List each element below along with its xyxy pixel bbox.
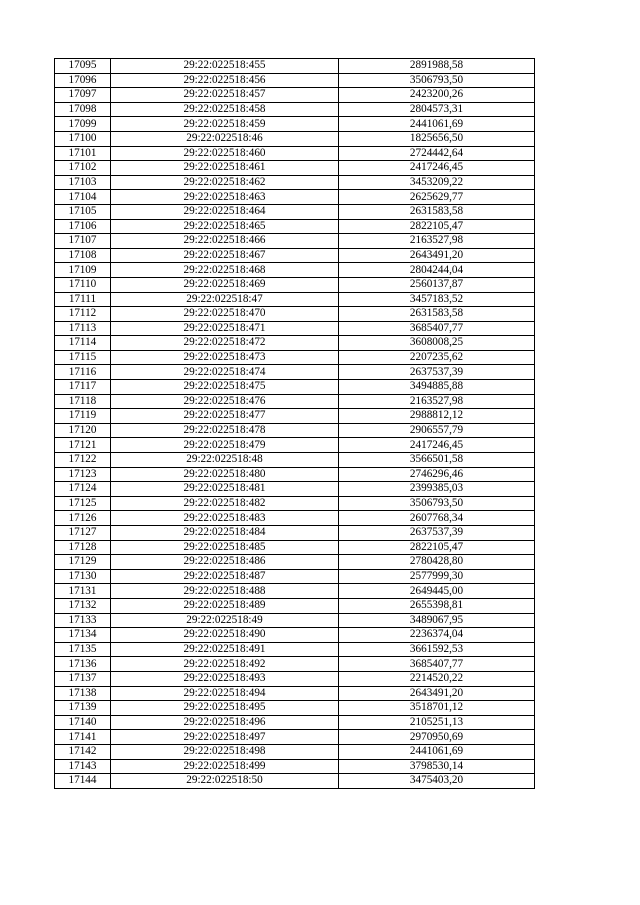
table-row bbox=[55, 482, 535, 497]
cadastral-value: 2417246,45 bbox=[339, 438, 535, 453]
row-number: 17122 bbox=[55, 453, 111, 468]
row-number: 17135 bbox=[55, 642, 111, 657]
cadastral-number: 29:22:022518:471 bbox=[111, 321, 339, 336]
row-number: 17141 bbox=[55, 730, 111, 745]
cadastral-number: 29:22:022518:486 bbox=[111, 555, 339, 570]
table-row bbox=[55, 657, 535, 672]
cadastral-value: 3457183,52 bbox=[339, 292, 535, 307]
table-row bbox=[55, 394, 535, 409]
table-row bbox=[55, 365, 535, 380]
row-number: 17106 bbox=[55, 219, 111, 234]
cadastral-number: 29:22:022518:464 bbox=[111, 204, 339, 219]
row-number: 17111 bbox=[55, 292, 111, 307]
table-row bbox=[55, 73, 535, 88]
cadastral-number: 29:22:022518:47 bbox=[111, 292, 339, 307]
cadastral-number: 29:22:022518:489 bbox=[111, 598, 339, 613]
cadastral-value: 2163527,98 bbox=[339, 394, 535, 409]
cadastral-value: 3489067,95 bbox=[339, 613, 535, 628]
row-number: 17108 bbox=[55, 248, 111, 263]
cadastral-value: 3661592,53 bbox=[339, 642, 535, 657]
cadastral-number: 29:22:022518:455 bbox=[111, 59, 339, 74]
cadastral-number: 29:22:022518:480 bbox=[111, 467, 339, 482]
cadastral-value: 3453209,22 bbox=[339, 175, 535, 190]
table-row bbox=[55, 730, 535, 745]
cadastral-value: 2423200,26 bbox=[339, 88, 535, 103]
table-row bbox=[55, 774, 535, 789]
cadastral-value: 2746296,46 bbox=[339, 467, 535, 482]
row-number: 17137 bbox=[55, 671, 111, 686]
table-row bbox=[55, 204, 535, 219]
cadastral-number: 29:22:022518:475 bbox=[111, 380, 339, 395]
row-number: 17140 bbox=[55, 715, 111, 730]
row-number: 17096 bbox=[55, 73, 111, 88]
row-number: 17103 bbox=[55, 175, 111, 190]
table-row bbox=[55, 511, 535, 526]
table-row bbox=[55, 248, 535, 263]
table-row bbox=[55, 540, 535, 555]
cadastral-value: 3685407,77 bbox=[339, 321, 535, 336]
table-row bbox=[55, 234, 535, 249]
table-row bbox=[55, 496, 535, 511]
row-number: 17132 bbox=[55, 598, 111, 613]
row-number: 17115 bbox=[55, 350, 111, 365]
cadastral-value: 3494885,88 bbox=[339, 380, 535, 395]
table-row bbox=[55, 131, 535, 146]
row-number: 17136 bbox=[55, 657, 111, 672]
cadastral-number: 29:22:022518:46 bbox=[111, 131, 339, 146]
table-row bbox=[55, 715, 535, 730]
cadastral-number: 29:22:022518:492 bbox=[111, 657, 339, 672]
row-number: 17099 bbox=[55, 117, 111, 132]
row-number: 17116 bbox=[55, 365, 111, 380]
cadastral-value: 2631583,58 bbox=[339, 307, 535, 322]
cadastral-number: 29:22:022518:481 bbox=[111, 482, 339, 497]
table-row bbox=[55, 613, 535, 628]
cadastral-number: 29:22:022518:479 bbox=[111, 438, 339, 453]
cadastral-number: 29:22:022518:465 bbox=[111, 219, 339, 234]
cadastral-value: 2804573,31 bbox=[339, 102, 535, 117]
row-number: 17128 bbox=[55, 540, 111, 555]
row-number: 17105 bbox=[55, 204, 111, 219]
cadastral-value: 2441061,69 bbox=[339, 744, 535, 759]
cadastral-value: 2822105,47 bbox=[339, 540, 535, 555]
cadastral-value: 3608008,25 bbox=[339, 336, 535, 351]
table-row bbox=[55, 307, 535, 322]
cadastral-number: 29:22:022518:460 bbox=[111, 146, 339, 161]
cadastral-value: 2649445,00 bbox=[339, 584, 535, 599]
cadastral-number: 29:22:022518:499 bbox=[111, 759, 339, 774]
table-row bbox=[55, 409, 535, 424]
cadastral-number: 29:22:022518:498 bbox=[111, 744, 339, 759]
cadastral-number: 29:22:022518:470 bbox=[111, 307, 339, 322]
cadastral-value: 2577999,30 bbox=[339, 569, 535, 584]
cadastral-number: 29:22:022518:482 bbox=[111, 496, 339, 511]
cadastral-number: 29:22:022518:472 bbox=[111, 336, 339, 351]
table-row bbox=[55, 175, 535, 190]
row-number: 17123 bbox=[55, 467, 111, 482]
row-number: 17144 bbox=[55, 774, 111, 789]
row-number: 17130 bbox=[55, 569, 111, 584]
row-number: 17121 bbox=[55, 438, 111, 453]
cadastral-number: 29:22:022518:469 bbox=[111, 277, 339, 292]
cadastral-number: 29:22:022518:488 bbox=[111, 584, 339, 599]
table-row bbox=[55, 569, 535, 584]
cadastral-number: 29:22:022518:467 bbox=[111, 248, 339, 263]
table-body bbox=[55, 59, 535, 789]
row-number: 17113 bbox=[55, 321, 111, 336]
cadastral-value: 2780428,80 bbox=[339, 555, 535, 570]
row-number: 17133 bbox=[55, 613, 111, 628]
row-number: 17102 bbox=[55, 161, 111, 176]
cadastral-number: 29:22:022518:50 bbox=[111, 774, 339, 789]
row-number: 17098 bbox=[55, 102, 111, 117]
table-row bbox=[55, 117, 535, 132]
row-number: 17125 bbox=[55, 496, 111, 511]
table-row bbox=[55, 701, 535, 716]
row-number: 17097 bbox=[55, 88, 111, 103]
table-row bbox=[55, 453, 535, 468]
cadastral-value-table bbox=[54, 58, 535, 789]
cadastral-value: 2822105,47 bbox=[339, 219, 535, 234]
cadastral-value: 2236374,04 bbox=[339, 628, 535, 643]
cadastral-value: 2891988,58 bbox=[339, 59, 535, 74]
cadastral-value: 2655398,81 bbox=[339, 598, 535, 613]
table-row bbox=[55, 584, 535, 599]
cadastral-number: 29:22:022518:463 bbox=[111, 190, 339, 205]
table-row bbox=[55, 642, 535, 657]
cadastral-value: 3506793,50 bbox=[339, 496, 535, 511]
cadastral-value: 3566501,58 bbox=[339, 453, 535, 468]
table-row bbox=[55, 219, 535, 234]
row-number: 17131 bbox=[55, 584, 111, 599]
cadastral-value: 2399385,03 bbox=[339, 482, 535, 497]
cadastral-number: 29:22:022518:490 bbox=[111, 628, 339, 643]
cadastral-value: 2105251,13 bbox=[339, 715, 535, 730]
table-row bbox=[55, 59, 535, 74]
row-number: 17126 bbox=[55, 511, 111, 526]
cadastral-value: 3506793,50 bbox=[339, 73, 535, 88]
cadastral-number: 29:22:022518:477 bbox=[111, 409, 339, 424]
cadastral-number: 29:22:022518:487 bbox=[111, 569, 339, 584]
cadastral-value: 2970950,69 bbox=[339, 730, 535, 745]
row-number: 17114 bbox=[55, 336, 111, 351]
table-row bbox=[55, 686, 535, 701]
row-number: 17104 bbox=[55, 190, 111, 205]
row-number: 17129 bbox=[55, 555, 111, 570]
cadastral-number: 29:22:022518:466 bbox=[111, 234, 339, 249]
cadastral-number: 29:22:022518:496 bbox=[111, 715, 339, 730]
table-row bbox=[55, 438, 535, 453]
cadastral-value: 2631583,58 bbox=[339, 204, 535, 219]
row-number: 17139 bbox=[55, 701, 111, 716]
cadastral-value: 2643491,20 bbox=[339, 686, 535, 701]
cadastral-number: 29:22:022518:458 bbox=[111, 102, 339, 117]
cadastral-value: 2637537,39 bbox=[339, 365, 535, 380]
cadastral-value: 2988812,12 bbox=[339, 409, 535, 424]
cadastral-number: 29:22:022518:485 bbox=[111, 540, 339, 555]
row-number: 17138 bbox=[55, 686, 111, 701]
cadastral-number: 29:22:022518:456 bbox=[111, 73, 339, 88]
table-row bbox=[55, 759, 535, 774]
cadastral-number: 29:22:022518:495 bbox=[111, 701, 339, 716]
cadastral-number: 29:22:022518:491 bbox=[111, 642, 339, 657]
cadastral-value: 3798530,14 bbox=[339, 759, 535, 774]
row-number: 17100 bbox=[55, 131, 111, 146]
table-row bbox=[55, 161, 535, 176]
cadastral-number: 29:22:022518:483 bbox=[111, 511, 339, 526]
row-number: 17134 bbox=[55, 628, 111, 643]
row-number: 17110 bbox=[55, 277, 111, 292]
cadastral-value: 2207235,62 bbox=[339, 350, 535, 365]
row-number: 17127 bbox=[55, 526, 111, 541]
cadastral-value: 2724442,64 bbox=[339, 146, 535, 161]
cadastral-value: 2643491,20 bbox=[339, 248, 535, 263]
cadastral-value: 2214520,22 bbox=[339, 671, 535, 686]
table-row bbox=[55, 336, 535, 351]
cadastral-number: 29:22:022518:459 bbox=[111, 117, 339, 132]
row-number: 17109 bbox=[55, 263, 111, 278]
cadastral-value: 2637537,39 bbox=[339, 526, 535, 541]
table-row bbox=[55, 277, 535, 292]
cadastral-value: 2625629,77 bbox=[339, 190, 535, 205]
cadastral-number: 29:22:022518:457 bbox=[111, 88, 339, 103]
cadastral-value: 2906557,79 bbox=[339, 423, 535, 438]
table-row bbox=[55, 88, 535, 103]
row-number: 17124 bbox=[55, 482, 111, 497]
cadastral-number: 29:22:022518:494 bbox=[111, 686, 339, 701]
table-row bbox=[55, 146, 535, 161]
cadastral-number: 29:22:022518:461 bbox=[111, 161, 339, 176]
cadastral-number: 29:22:022518:484 bbox=[111, 526, 339, 541]
cadastral-value: 2441061,69 bbox=[339, 117, 535, 132]
table-row bbox=[55, 598, 535, 613]
table-row bbox=[55, 292, 535, 307]
cadastral-number: 29:22:022518:462 bbox=[111, 175, 339, 190]
row-number: 17095 bbox=[55, 59, 111, 74]
cadastral-number: 29:22:022518:493 bbox=[111, 671, 339, 686]
table-row bbox=[55, 263, 535, 278]
row-number: 17117 bbox=[55, 380, 111, 395]
table-row bbox=[55, 744, 535, 759]
cadastral-value: 2804244,04 bbox=[339, 263, 535, 278]
cadastral-number: 29:22:022518:49 bbox=[111, 613, 339, 628]
cadastral-number: 29:22:022518:478 bbox=[111, 423, 339, 438]
cadastral-value: 2163527,98 bbox=[339, 234, 535, 249]
table-row bbox=[55, 423, 535, 438]
table-row bbox=[55, 102, 535, 117]
cadastral-value: 3518701,12 bbox=[339, 701, 535, 716]
cadastral-value: 3475403,20 bbox=[339, 774, 535, 789]
table-row bbox=[55, 671, 535, 686]
cadastral-value: 2607768,34 bbox=[339, 511, 535, 526]
cadastral-value: 3685407,77 bbox=[339, 657, 535, 672]
row-number: 17107 bbox=[55, 234, 111, 249]
table-row bbox=[55, 321, 535, 336]
cadastral-number: 29:22:022518:476 bbox=[111, 394, 339, 409]
table-row bbox=[55, 467, 535, 482]
table-row bbox=[55, 350, 535, 365]
table-row bbox=[55, 190, 535, 205]
row-number: 17119 bbox=[55, 409, 111, 424]
cadastral-value: 2560137,87 bbox=[339, 277, 535, 292]
table-row bbox=[55, 526, 535, 541]
row-number: 17112 bbox=[55, 307, 111, 322]
row-number: 17142 bbox=[55, 744, 111, 759]
cadastral-number: 29:22:022518:473 bbox=[111, 350, 339, 365]
cadastral-value: 1825656,50 bbox=[339, 131, 535, 146]
cadastral-number: 29:22:022518:474 bbox=[111, 365, 339, 380]
table-row bbox=[55, 380, 535, 395]
table-row bbox=[55, 555, 535, 570]
row-number: 17118 bbox=[55, 394, 111, 409]
row-number: 17101 bbox=[55, 146, 111, 161]
row-number: 17143 bbox=[55, 759, 111, 774]
cadastral-number: 29:22:022518:468 bbox=[111, 263, 339, 278]
row-number: 17120 bbox=[55, 423, 111, 438]
cadastral-number: 29:22:022518:48 bbox=[111, 453, 339, 468]
cadastral-number: 29:22:022518:497 bbox=[111, 730, 339, 745]
table-row bbox=[55, 628, 535, 643]
cadastral-value: 2417246,45 bbox=[339, 161, 535, 176]
